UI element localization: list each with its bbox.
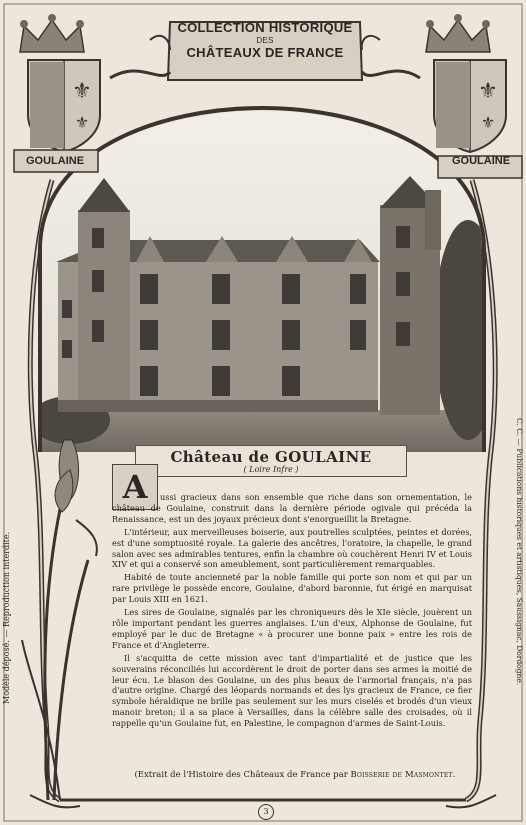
paragraph: Il s'acquitta de cette mission avec tant d'impartialité et de justice que les souverains réconciliés lui accordèrent le droit de porter dans ses armes la moitié de leur écu. Le blason des Goulaine, un des plus beaux de l'armorial français, n'a pas d'autre origine. Chargé des léopards normands et des lys gracieux de France, ce fier symbole héraldique ne brille pas seulement sur les murs ciselés et brodés d'un vieux manoir breton; il a sa place à Versailles, dans la célèbre salle des croisades, où il rappelle qu'un Goulaine fut, en Palestine, le compagnon d'armes de Saint-Louis. [112,652,472,729]
paragraph: ussi gracieux dans son ensemble que riche dans son ornementation, le château de Goulaine, construit dans la dernière période ogivale qui précéda la Renaissance, est un des joyaux précieux dont s'enorgueillit la Bretagne. [112,492,472,524]
paragraph: Habité de toute ancienneté par la noble famille qui porte son nom et qui par un rare privilège le possède encore, Goulaine, d'abord baronnie, fut érigé en marquisat par Louis XIII en 1621. [112,572,472,605]
history-text [112,492,472,731]
crown-icon [426,14,490,52]
crown-icon [20,14,84,52]
chateau-title: Château de GOULAINE [170,448,372,466]
svg-text:⚜: ⚜ [72,79,92,104]
paragraph: Les sires de Goulaine, signalés par les chroniqueurs dès le XIe siècle, jouèrent un rôle important pendant les guerres anglaises. L'un d'eux, Alphonse de Goulaine, fut employé par le duc de Bretagne « à procurer une bonne paix » entre les rois de France et d'Angleterre. [112,607,472,650]
iris-plant-icon [22,440,97,800]
collection-banner [165,20,365,90]
paragraph: L'intérieur, aux merveilleuses boiserie, aux poutrelles sculptées, peintes et dorées, est d'une somptuosité royale. La galerie des ancêtres, l'oratoire, la chapelle, le grand salon avec ses admirables tentures, enfin la chambre où couchèrent Henri IV et Louis XIV et qui a conservé son ameublement, sont particulièrement remarquables. [112,526,472,570]
credit-author: Boisserie de Masmontet. [350,770,456,780]
svg-text:⚜: ⚜ [74,113,90,132]
side-note-right: C. C. — Publications historiques et artistiques, Saussignac, Dordogne. [515,418,524,686]
side-note-left: Modèle déposé. — Reproduction interdite. [2,531,11,704]
svg-text:⚜: ⚜ [480,113,496,132]
banner-line-3: CHÂTEAUX DE FRANCE [186,45,344,60]
banner-line-2: DES [256,36,274,45]
banner-line-1: COLLECTION HISTORIQUE [177,20,353,35]
coat-of-arms-icon [28,60,100,152]
town-label-right: GOULAINE [451,155,511,167]
drop-cap: A [112,464,158,510]
town-label-left: GOULAINE [25,155,85,167]
svg-text:⚜: ⚜ [478,79,498,104]
credit-prefix: (Extrait de l'Histoire des Châteaux de France par [134,770,348,780]
coat-of-arms-icon [434,60,506,152]
castle-photograph [30,108,502,454]
chateau-subtitle: ( Loire Infre ) [243,465,299,474]
title-plaque [135,445,407,477]
source-credit [100,770,490,780]
page-number: 3 [258,804,274,820]
